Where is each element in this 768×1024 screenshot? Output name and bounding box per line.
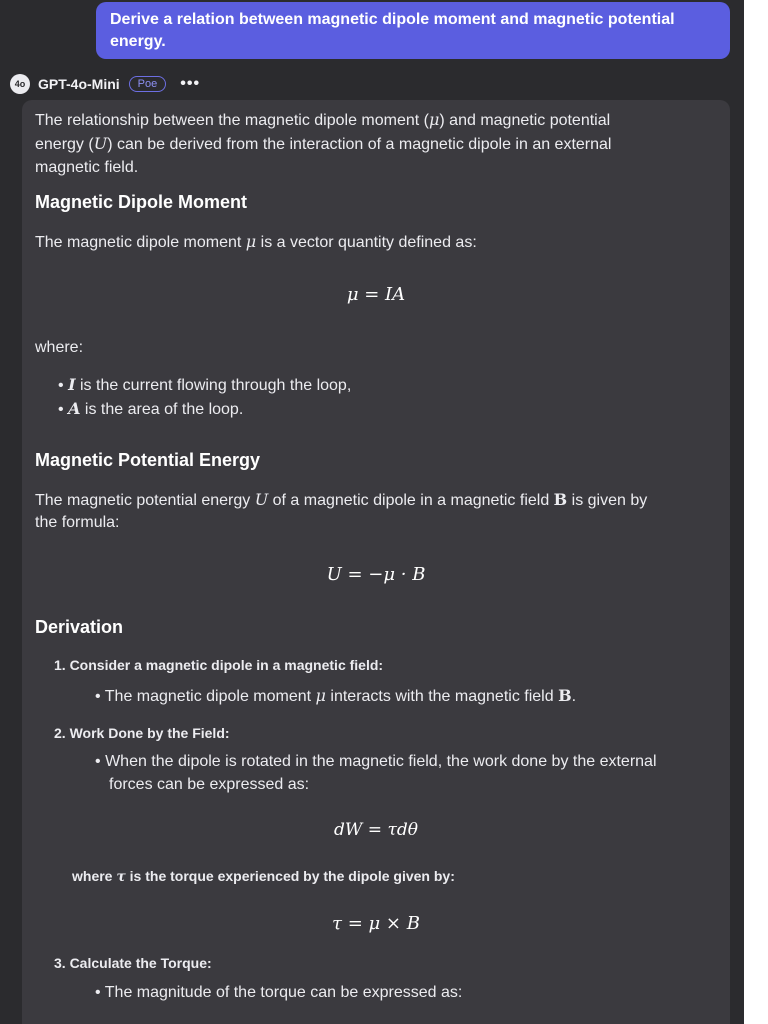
intro-text-d: ) can be derived from the interaction of a magnetic dipole in an external: [107, 136, 612, 153]
user-message: Derive a relation between magnetic dipole moment and magnetic potential energy.: [96, 2, 730, 59]
step3-text-a: The magnitude of the torque can be expressed as:: [104, 984, 463, 1001]
bullet-icon: •: [95, 688, 101, 705]
bot-header: [14, 73, 201, 95]
section-heading-derivation: Derivation: [35, 617, 124, 637]
step2-text-a: When the dipole is rotated in the magnetic field, the work done by the external: [105, 753, 657, 770]
equation-u-mu-b: U = −μ · B: [326, 564, 426, 585]
equation-mu-ia: μ = IA: [346, 284, 406, 305]
intro-text-a: The relationship between the magnetic dipole moment (: [35, 112, 429, 129]
i-symbol: I: [68, 375, 76, 394]
step1-text-b: interacts with the magnetic field: [325, 688, 559, 705]
step-3-title: 3. Calculate the Torque:: [54, 955, 212, 971]
bot-avatar-icon: 4o: [10, 74, 30, 94]
section-heading-potential-energy: Magnetic Potential Energy: [35, 450, 261, 470]
poe-badge: Poe: [129, 76, 167, 92]
potential-energy-line-1: [35, 488, 647, 513]
intro-text-b: ) and magnetic potential: [439, 112, 611, 129]
step-1-bullet: [95, 684, 576, 709]
pe-text-a: The magnetic potential energy: [35, 492, 255, 509]
dipole-text-b: is a vector quantity defined as:: [256, 234, 477, 251]
step-3-bullet: [95, 981, 462, 1005]
a-symbol: A: [68, 399, 81, 418]
potential-energy-line-2: the formula:: [35, 514, 120, 531]
dipole-text-a: The magnetic dipole moment: [35, 234, 246, 251]
bullet-icon: •: [58, 377, 64, 394]
torque-text: is the torque experienced by the dipole given by:: [125, 868, 455, 884]
bullet-icon: •: [95, 984, 101, 1001]
step-2-title: 2. Work Done by the Field:: [54, 725, 230, 741]
intro-line-2: [35, 132, 611, 157]
bullet-icon: •: [95, 753, 101, 770]
step-2-bullet-line-1: [95, 750, 657, 774]
mu-symbol: μ: [429, 110, 440, 129]
equation-tau: τ = μ × B: [332, 913, 420, 934]
tau-symbol: τ: [116, 869, 126, 885]
sidebar-area: [0, 0, 22, 1024]
period: .: [571, 688, 577, 705]
u-symbol: U: [254, 490, 269, 509]
torque-description: [72, 868, 455, 885]
bot-name[interactable]: GPT-4o-Mini: [38, 76, 120, 92]
mu-symbol: μ: [245, 232, 257, 251]
intro-text-c: energy (: [35, 136, 94, 153]
list-item-current: [58, 373, 351, 398]
pe-text-c: is given by: [567, 492, 648, 509]
step-2-bullet-line-2: forces can be expressed as:: [109, 776, 310, 793]
dipole-moment-description: [35, 230, 477, 255]
bullet1-text: is the current flowing through the loop,: [75, 377, 352, 394]
mu-symbol: μ: [315, 686, 326, 705]
b-symbol: B: [553, 490, 568, 509]
equation-dw: dW = τdθ: [334, 820, 418, 840]
step1-text-a: The magnetic dipole moment: [104, 688, 316, 705]
step-1-title: 1. Consider a magnetic dipole in a magnetic field:: [54, 657, 384, 673]
bullet2-text: is the area of the loop.: [80, 401, 244, 418]
bullet-icon: •: [58, 401, 64, 418]
intro-line-3: magnetic field.: [35, 159, 139, 176]
section-heading-dipole-moment: Magnetic Dipole Moment: [35, 192, 248, 212]
more-options-icon[interactable]: •••: [180, 75, 201, 92]
where-text: where: [72, 868, 117, 884]
right-edge: [744, 0, 768, 1024]
pe-text-b: of a magnetic dipole in a magnetic field: [268, 492, 554, 509]
b-symbol: B: [558, 686, 572, 705]
where-label: where:: [35, 339, 84, 356]
u-symbol: U: [93, 134, 108, 153]
list-item-area: [58, 397, 243, 422]
intro-line-1: [35, 108, 610, 133]
